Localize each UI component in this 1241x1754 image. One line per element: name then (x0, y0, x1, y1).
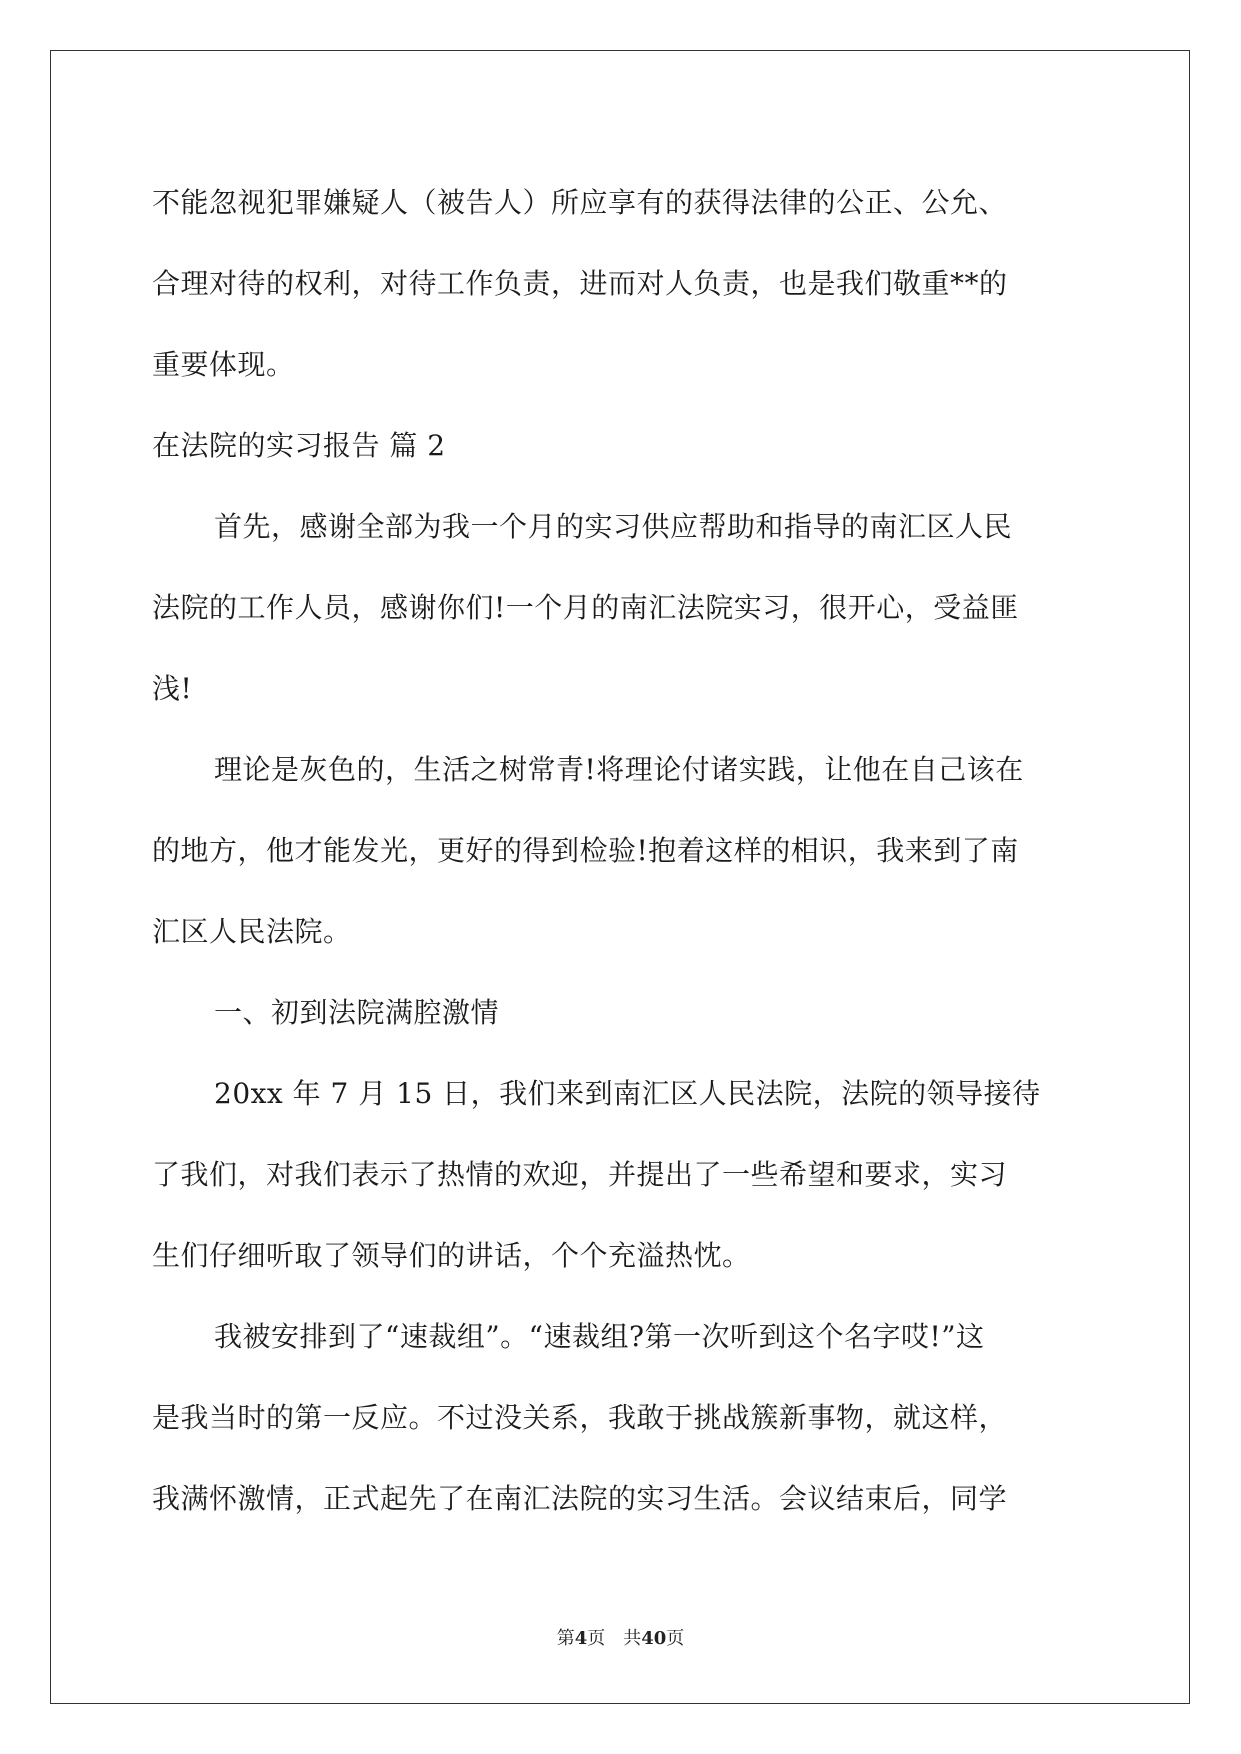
body-line: 法院的工作人员，感谢你们!一个月的南汇法院实习，很开心，受益匪 (152, 591, 1019, 624)
body-line: 浅! (152, 672, 193, 705)
body-line: 生们仔细听取了领导们的讲话，个个充溢热忱。 (152, 1239, 751, 1272)
section-heading: 在法院的实习报告 篇 2 (152, 429, 446, 462)
body-line: 理论是灰色的，生活之树常青!将理论付诸实践，让他在自己该在 (214, 753, 1024, 786)
body-line: 重要体现。 (152, 348, 295, 381)
subsection-heading: 一、初到法院满腔激情 (214, 996, 500, 1029)
body-line: 合理对待的权利，对待工作负责，进而对人负责，也是我们敬重**的 (152, 267, 1008, 300)
body-line: 我被安排到了“速裁组”。“速裁组?第一次听到这个名字哎!”这 (214, 1320, 985, 1353)
body-line: 是我当时的第一反应。不过没关系，我敢于挑战簇新事物，就这样， (152, 1401, 1008, 1434)
body-line: 首先，感谢全部为我一个月的实习供应帮助和指导的南汇区人民 (214, 510, 1013, 543)
body-line: 的地方，他才能发光，更好的得到检验!抱着这样的相识，我来到了南 (152, 834, 1019, 867)
body-line: 我满怀激情，正式起先了在南汇法院的实习生活。会议结束后，同学 (152, 1482, 1008, 1515)
document-body (152, 162, 1092, 1539)
footer-prefix: 第 (556, 1628, 575, 1649)
footer-total-prefix: 共 (623, 1628, 642, 1649)
footer-page-suffix: 页 (587, 1628, 606, 1649)
total-pages: 40 (641, 1628, 667, 1649)
body-line: 了我们，对我们表示了热情的欢迎，并提出了一些希望和要求，实习 (152, 1158, 1008, 1191)
page-footer (0, 1624, 1241, 1650)
footer-total-suffix: 页 (666, 1628, 685, 1649)
body-line: 汇区人民法院。 (152, 915, 352, 948)
page-number: 4 (574, 1628, 588, 1649)
body-line: 不能忽视犯罪嫌疑人（被告人）所应享有的获得法律的公正、公允、 (152, 186, 1008, 219)
body-line: 20xx 年 7 月 15 日，我们来到南汇区人民法院，法院的领导接待 (214, 1077, 1041, 1110)
